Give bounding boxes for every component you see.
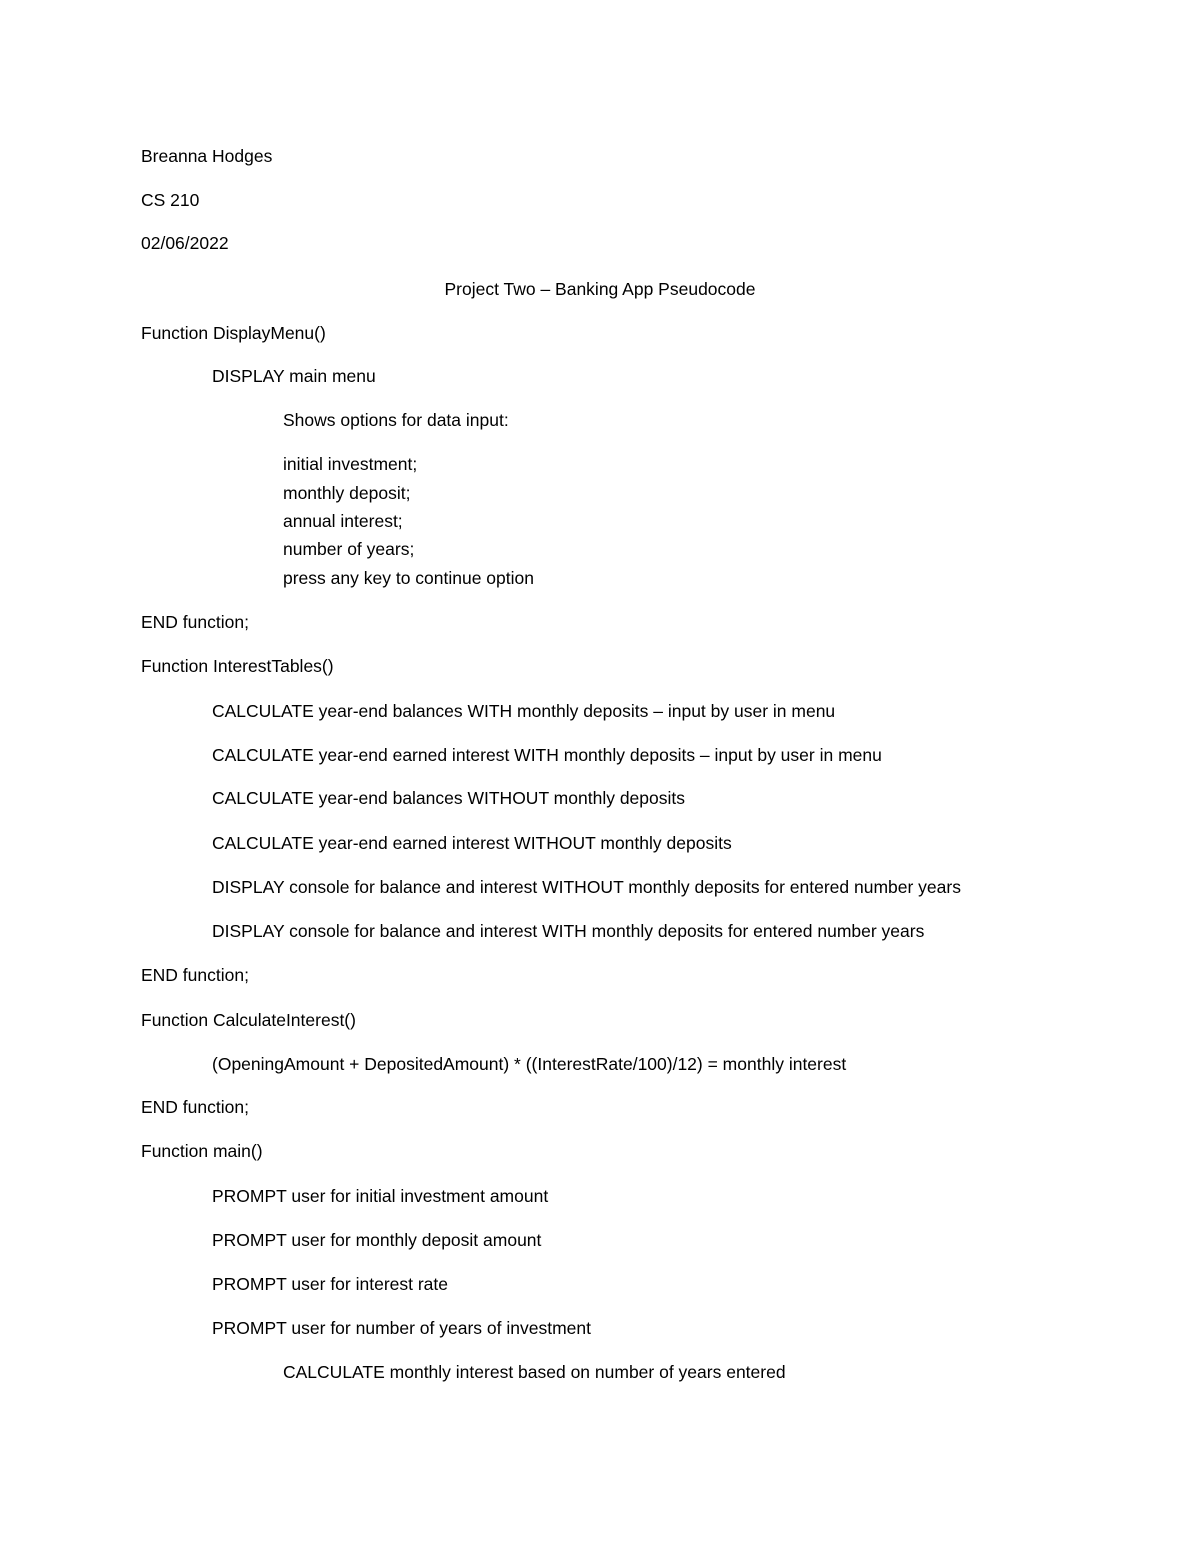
function-signature: Function InterestTables() [141,656,334,676]
code-line: CALCULATE year-end earned interest WITHOUT monthly deposits [212,833,732,853]
author-name: Breanna Hodges [141,146,273,166]
code-line: DISPLAY main menu [212,366,376,386]
menu-option: press any key to continue option [283,568,534,588]
code-line: PROMPT user for monthly deposit amount [212,1230,542,1250]
code-line: DISPLAY console for balance and interest WITH monthly deposits for entered number years [212,921,925,941]
function-signature: Function DisplayMenu() [141,323,326,343]
menu-option: monthly deposit; [283,483,411,503]
menu-option: annual interest; [283,511,403,531]
code-line: PROMPT user for interest rate [212,1274,449,1294]
function-signature: Function CalculateInterest() [141,1010,356,1030]
course: CS 210 [141,190,200,210]
menu-option: initial investment; [283,454,418,474]
code-line: CALCULATE monthly interest based on number of years entered [283,1362,786,1382]
code-line: PROMPT user for initial investment amount [212,1186,549,1206]
function-end: END function; [141,965,249,985]
code-line: CALCULATE year-end balances WITH monthly deposits – input by user in menu [212,701,836,721]
code-line: (OpeningAmount + DepositedAmount) * ((InterestRate/100)/12) = monthly interest [212,1054,847,1074]
code-line: CALCULATE year-end balances WITHOUT monthly deposits [212,788,686,808]
document-title: Project Two – Banking App Pseudocode [444,279,756,299]
code-line: DISPLAY console for balance and interest WITHOUT monthly deposits for entered number years [212,877,961,897]
code-line: CALCULATE year-end earned interest WITH monthly deposits – input by user in menu [212,745,882,765]
function-signature: Function main() [141,1141,263,1161]
function-end: END function; [141,612,249,632]
code-line: Shows options for data input: [283,410,509,430]
menu-option: number of years; [283,539,415,559]
code-line: PROMPT user for number of years of investment [212,1318,591,1338]
date: 02/06/2022 [141,233,229,253]
function-end: END function; [141,1097,249,1117]
